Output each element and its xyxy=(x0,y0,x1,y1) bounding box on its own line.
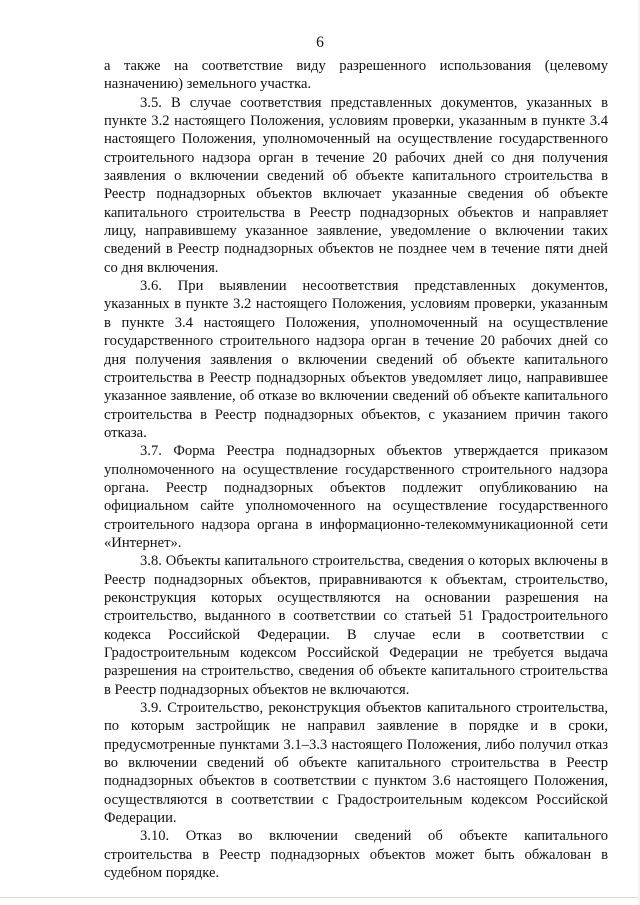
paragraph-3-6: 3.6. При выявлении несоответствия представленных документов, указанных в пункте 3.2 настоящего Положения, условиям проверки, указанным в пункте 3.4 настоящего Положения, уполномоченный на осуществление государственного строительного надзора орган в течение 20 рабочих дней со дня получения заявления о включении сведений об объекте капитального строительства в Реестр поднадзорных объектов уведомляет лицо, направившее указанное заявление, об отказе во включении сведений об объекте капитального строительства в Реестр поднадзорных объектов, с указанием причин такого отказа. xyxy=(104,278,608,441)
document-body xyxy=(104,57,608,882)
page-number: 6 xyxy=(316,34,324,51)
paragraph-continuation: а также на соответствие виду разрешенного использования (целевому назначению) земельного участка. xyxy=(104,58,608,93)
scan-bottom-edge xyxy=(0,897,640,898)
paragraph-3-9: 3.9. Строительство, реконструкция объектов капитального строительства, по которым застройщик не направил заявление в порядке и в сроки, предусмотренные пунктами 3.1–3.3 настоящего Положения, либо получил отказ во включении сведений об объекте капитального строительства в Реестр поднадзорных объектов в соответствии с пунктом 3.6 настоящего Положения, осуществляются в соответствии с Градостроительным кодексом Российской Федерации. xyxy=(104,700,608,827)
paragraph-3-7: 3.7. Форма Реестра поднадзорных объектов утверждается приказом уполномоченного на осуществление государственного строительного надзора органа. Реестр поднадзорных объектов подлежит опубликованию на официальном сайте уполномоченного на осуществление государственного строительного надзора органа в информационно-телекоммуникационной сети «Интернет». xyxy=(104,443,608,551)
paragraph-3-10: 3.10. Отказ во включении сведений об объекте капитального строительства в Реестр поднадзорных объектов может быть обжалован в судебном порядке. xyxy=(104,828,608,882)
paragraph-3-5: 3.5. В случае соответствия представленных документов, указанных в пункте 3.2 настоящего Положения, условиям проверки, указанным в пункте 3.4 настоящего Положения, уполномоченный на осуществление государственного строительного надзора орган в течение 20 рабочих дней со дня получения заявления о включении сведений об объекте капитального строительства в Реестр поднадзорных объектов включает указанные сведения об объекте капитального строительства в Реестр поднадзорных объектов и направляет лицу, направившему указанное заявление, уведомление о включении таких сведений в Реестр поднадзорных объектов не позднее чем в течение пяти дней со дня включения. xyxy=(104,94,608,276)
paragraph-3-8: 3.8. Объекты капитального строительства, сведения о которых включены в Реестр поднадзорных объектов, приравниваются к объектам, строительство, реконструкция которых осуществляются на основании разрешения на строительство, выданного в соответствии со статьей 51 Градостроительного кодекса Российской Федерации. В случае если в соответствии с Градостроительным кодексом Российской Федерации не требуется выдача разрешения на строительство, сведения об объекте капитального строительства в Реестр поднадзорных объектов не включаются. xyxy=(104,553,608,698)
